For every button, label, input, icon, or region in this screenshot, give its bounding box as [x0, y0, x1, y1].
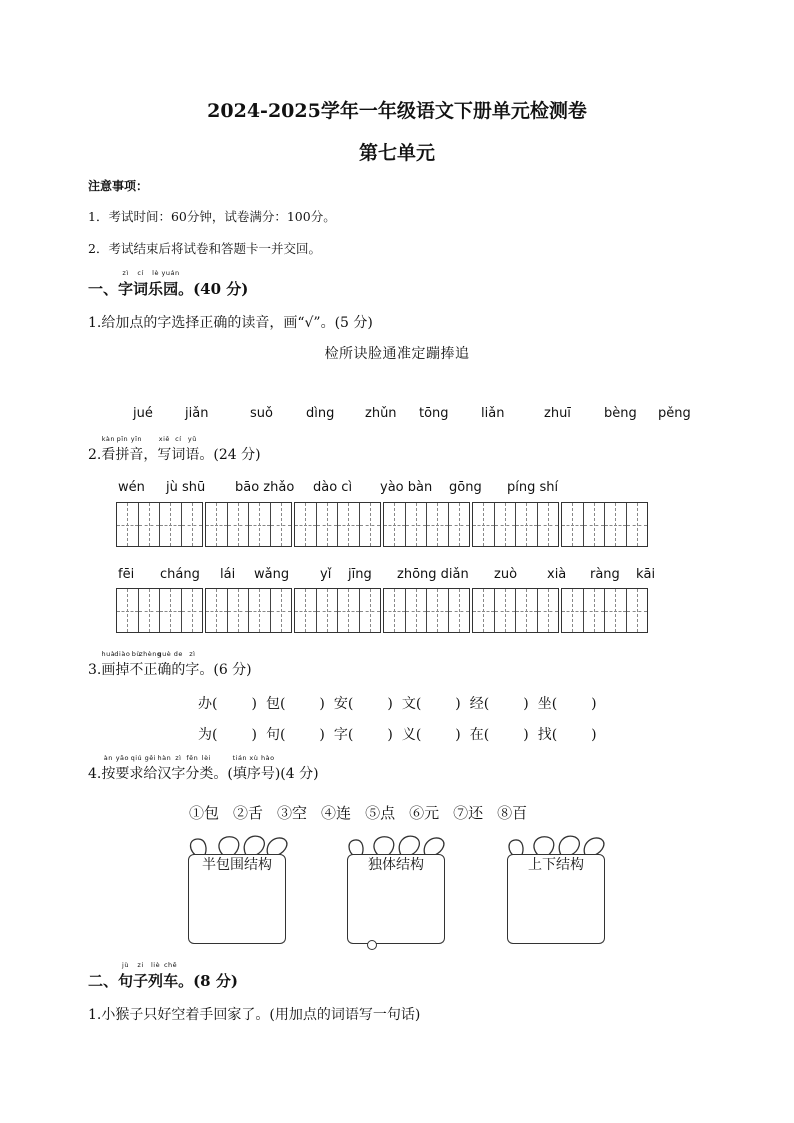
category-label: 独体结构: [347, 854, 445, 876]
ruby-pinyin: yǔ: [187, 435, 197, 443]
ruby-char: 列 liè: [148, 961, 164, 990]
pinyin-option[interactable]: jiǎn: [185, 406, 209, 421]
pinyin-label: píng shí: [507, 480, 559, 495]
pinyin-label: wǎng: [254, 567, 290, 582]
ruby-pinyin: bù: [131, 650, 141, 658]
pinyin-label: gōng: [449, 480, 482, 495]
question-number: 3.: [88, 662, 102, 678]
pinyin-label: jīng: [348, 567, 372, 582]
ruby-char: 不 bù: [129, 650, 144, 678]
pinyin-option[interactable]: pěng: [658, 406, 691, 421]
pinyin-option[interactable]: zhǔn: [365, 406, 397, 421]
pinyin-label: fēi: [118, 567, 135, 582]
ruby-pinyin: lèi: [201, 754, 211, 762]
choice-char: 坐: [537, 696, 552, 712]
question-3-prompt: [88, 650, 252, 679]
option-item: ⑤点: [365, 804, 396, 822]
pinyin-label: wén: [118, 480, 145, 495]
ruby-pinyin: yuán: [161, 269, 180, 277]
choice-item[interactable]: 经( ): [469, 696, 529, 712]
writing-box[interactable]: [383, 502, 470, 547]
ruby-char: 乐 lè: [148, 269, 164, 298]
ruby-char: 写 xiě: [157, 435, 172, 463]
writing-box[interactable]: [116, 588, 203, 633]
ruby-pinyin: zì: [189, 650, 196, 658]
pinyin-option[interactable]: liǎn: [481, 406, 505, 421]
pinyin-option[interactable]: jué: [133, 406, 153, 421]
writing-box[interactable]: [205, 502, 292, 547]
ruby-char: 类 lèi: [199, 754, 214, 782]
ruby-pinyin: diào: [114, 650, 131, 658]
ruby-char: 确 què: [157, 650, 172, 678]
ruby-char: 词 cí: [133, 269, 149, 298]
ruby-char: 掉 diào: [114, 650, 131, 678]
section-2-question-1: 1.小猴子只好空着手回家了。(用加点的词语写一句话): [88, 1007, 421, 1023]
pinyin-option[interactable]: bèng: [604, 406, 637, 421]
ruby-char: 字 zì: [118, 269, 134, 298]
ruby-group: [118, 269, 180, 298]
ruby-char: 填 tián: [232, 754, 248, 782]
choice-char: 安: [333, 696, 348, 712]
ruby-pinyin: tián: [232, 754, 248, 762]
ruby-pinyin: zhèng: [139, 650, 162, 658]
ruby-pinyin: yāo: [115, 754, 130, 762]
ruby-pinyin: cí: [137, 269, 144, 277]
pinyin-label: yǐ: [320, 567, 332, 582]
choice-row-2: [198, 724, 597, 744]
pinyin-label: dào cì: [313, 480, 353, 495]
writing-box[interactable]: [383, 588, 470, 633]
ruby-pinyin: huà: [101, 650, 116, 658]
ruby-pinyin: zi: [137, 961, 144, 969]
option-item: ⑦还: [453, 804, 484, 822]
choice-row-1: [198, 693, 597, 713]
answer-area[interactable]: [347, 874, 445, 944]
ruby-pinyin: kàn: [101, 435, 115, 443]
section-score: 。(8 分): [178, 972, 238, 990]
option-item: ③空: [277, 804, 308, 822]
choice-item[interactable]: 字( ): [333, 727, 393, 743]
pinyin-label: zuò: [494, 567, 518, 582]
writing-grid-row-2: [116, 588, 648, 633]
ruby-pinyin: liè: [150, 961, 161, 969]
pinyin-label: zhōng diǎn: [397, 567, 469, 582]
pinyin-label: xià: [547, 567, 567, 582]
choice-item[interactable]: 坐( ): [537, 696, 597, 712]
ruby-char: 语 yǔ: [185, 435, 200, 463]
ruby-char: 字 zì: [171, 754, 186, 782]
circle-mark-icon: [367, 940, 377, 950]
ruby-pinyin: pīn: [116, 435, 129, 443]
writing-box[interactable]: [472, 588, 559, 633]
choice-item[interactable]: 句( ): [265, 727, 325, 743]
pinyin-label: cháng: [160, 567, 200, 582]
ruby-group: [101, 650, 200, 678]
ruby-char: 园 yuán: [161, 269, 180, 298]
choice-char: 找: [537, 727, 552, 743]
ruby-char: 。(: [213, 766, 233, 782]
ruby-char: 号 hào: [260, 754, 275, 782]
category-label: 半包围结构: [188, 854, 286, 876]
pinyin-option[interactable]: zhuī: [544, 406, 571, 421]
ruby-char: 序 xù: [246, 754, 261, 782]
choice-item[interactable]: 义( ): [401, 727, 461, 743]
ruby-char: 子 zi: [133, 961, 149, 990]
answer-area[interactable]: [507, 874, 605, 944]
section-prefix: 二、: [88, 972, 119, 990]
ruby-pinyin: fēn: [186, 754, 199, 762]
page-title: 2024-2025学年一年级语文下册单元检测卷: [207, 100, 587, 122]
writing-box[interactable]: [294, 588, 381, 633]
ruby-char: 要 yāo: [115, 754, 130, 782]
pinyin-option[interactable]: suǒ: [250, 406, 273, 421]
section-score: 。(40 分): [178, 280, 249, 298]
question-number: 4.: [88, 766, 102, 782]
category-box-semi-enclosed: [184, 829, 294, 945]
choice-item[interactable]: 办( ): [198, 696, 257, 712]
writing-box[interactable]: [294, 502, 381, 547]
choice-char: 句: [265, 727, 280, 743]
choice-item[interactable]: 文( ): [401, 696, 461, 712]
writing-box[interactable]: [205, 588, 292, 633]
question-4-prompt: [88, 754, 319, 783]
ruby-char: 分 fēn: [185, 754, 200, 782]
option-item: ⑥元: [409, 804, 440, 822]
ruby-char: 音 yīn: [129, 435, 144, 463]
choice-char: 文: [401, 696, 416, 712]
option-item: ①包: [189, 804, 220, 822]
ruby-pinyin: cí: [175, 435, 182, 443]
option-item: ②舌: [233, 804, 264, 822]
ruby-group: [101, 754, 275, 782]
ruby-char: 的 de: [171, 650, 186, 678]
ruby-pinyin: hào: [261, 754, 275, 762]
choice-char: 为: [198, 727, 212, 743]
note-item-1: 1．考试时间：60分钟，试卷满分：100分。: [88, 209, 336, 224]
choice-char: 在: [469, 727, 484, 743]
choice-item[interactable]: 找( ): [537, 727, 597, 743]
ruby-char: 画 huà: [101, 650, 116, 678]
writing-box[interactable]: [472, 502, 559, 547]
answer-area[interactable]: [188, 874, 286, 944]
question-number: 2.: [88, 447, 102, 463]
pinyin-option[interactable]: tōng: [419, 406, 449, 421]
ruby-char: 求 qiú: [129, 754, 144, 782]
ruby-pinyin: zì: [122, 269, 129, 277]
section-prefix: 一、: [88, 280, 119, 298]
writing-box[interactable]: [561, 502, 648, 547]
ruby-pinyin: què: [157, 650, 172, 658]
ruby-char: 正 zhèng: [139, 650, 162, 678]
ruby-char: 句 jù: [118, 961, 134, 990]
category-box-top-bottom: [503, 829, 613, 945]
ruby-char: 汉 hàn: [157, 754, 172, 782]
ruby-pinyin: àn: [103, 754, 113, 762]
question-score: 。(24 分): [199, 447, 261, 463]
choice-char: 办: [198, 696, 212, 712]
writing-grid-row-1: [116, 502, 648, 547]
ruby-char: 给 gěi: [143, 754, 158, 782]
question-2-prompt: [88, 435, 261, 464]
pinyin-option[interactable]: dìng: [306, 406, 335, 421]
question-score: 。(6 分): [199, 662, 252, 678]
notes-heading: 注意事项：: [88, 179, 149, 193]
choice-item[interactable]: 在( ): [469, 727, 529, 743]
pinyin-label: lái: [220, 567, 236, 582]
ruby-pinyin: chē: [163, 961, 178, 969]
ruby-group: [101, 435, 200, 463]
ruby-char: 车 chē: [163, 961, 179, 990]
ruby-pinyin: de: [173, 650, 183, 658]
choice-item[interactable]: 包( ): [265, 696, 325, 712]
ruby-char: 看 kàn: [101, 435, 116, 463]
ruby-pinyin: xiě: [158, 435, 170, 443]
section-2-heading: [88, 961, 238, 991]
ruby-pinyin: zì: [175, 754, 182, 762]
choice-char: 义: [401, 727, 416, 743]
ruby-group: [118, 961, 179, 990]
pinyin-label: ràng: [590, 567, 620, 582]
question-1-chars: 检所诀脸通准定蹦捧追: [324, 346, 470, 362]
ruby-pinyin: yīn: [130, 435, 142, 443]
character-options: [189, 802, 527, 823]
choice-item[interactable]: 为( ): [198, 727, 257, 743]
ruby-char: ，: [143, 447, 158, 463]
pinyin-label: bāo zhǎo: [235, 480, 295, 495]
question-1-prompt: 1.给加点的字选择正确的读音，画“√”。(5 分): [88, 315, 373, 331]
page-subtitle: 第七单元: [358, 142, 435, 164]
writing-box[interactable]: [561, 588, 648, 633]
writing-box[interactable]: [116, 502, 203, 547]
ruby-char: 按 àn: [101, 754, 116, 782]
ruby-pinyin: lè: [152, 269, 159, 277]
choice-char: 经: [469, 696, 484, 712]
question-score: )(4 分): [274, 766, 319, 782]
ruby-pinyin: hàn: [157, 754, 172, 762]
ruby-char: 拼 pīn: [115, 435, 130, 463]
ruby-pinyin: qiú: [130, 754, 143, 762]
option-item: ④连: [321, 804, 352, 822]
ruby-pinyin: xù: [249, 754, 259, 762]
category-label: 上下结构: [507, 854, 605, 876]
pinyin-label: kāi: [636, 567, 656, 582]
ruby-pinyin: gěi: [144, 754, 157, 762]
ruby-char: 词 cí: [171, 435, 186, 463]
ruby-pinyin: jù: [122, 961, 129, 969]
category-box-single: [343, 829, 453, 945]
choice-item[interactable]: 安( ): [333, 696, 393, 712]
ruby-char: 字 zì: [185, 650, 200, 678]
pinyin-label: yào bàn: [380, 480, 433, 495]
note-item-2: 2．考试结束后将试卷和答题卡一并交回。: [88, 241, 321, 256]
section-1-heading: [88, 269, 249, 299]
option-item: ⑧百: [497, 804, 528, 822]
choice-char: 字: [333, 727, 348, 743]
pinyin-label: jù shū: [166, 480, 206, 495]
choice-char: 包: [265, 696, 280, 712]
